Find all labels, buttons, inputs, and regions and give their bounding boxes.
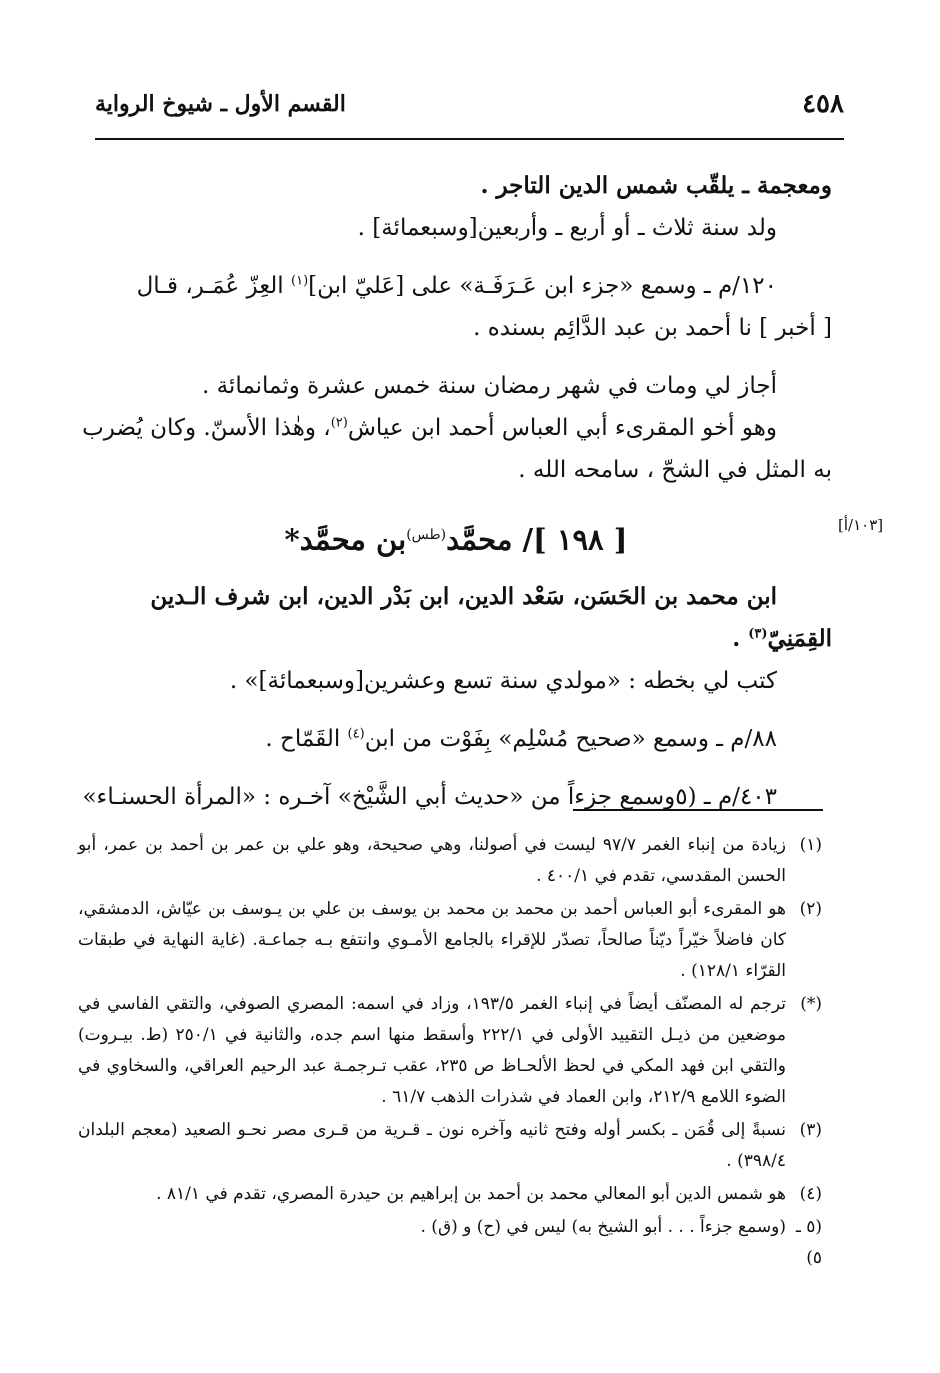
header-rule bbox=[95, 138, 844, 140]
para-120: ١٢٠/م ـ وسمع «جزء ابن عَـرَفَـة» على [عَليّ ابن]$^{(١)}$ العِزّ عُمَـر، قـال bbox=[136, 273, 777, 299]
footnote-text: ترجم له المصنّف أيضاً في إنباء الغمر ١٩٣/٥، وزاد في اسمه: المصري الصوفي، والتقي الفاسي في موضعين من ذيـل التقييد الأولى في ٢٢٢/١ وأسقط منها اسم جده، والثانية في ٢٥٠/١ (ط. بيـروت) والتقي ابن فهد المكي في لحظ الألحـاظ ص ٢٣٥، عقب تـرجمـة عبد الرحيم العراقي، والسخاوي في الضوء اللامع ٢١٢/٩، وابن العماد في شذرات الذهب ٦١/٧ . bbox=[78, 994, 787, 1107]
footnote-mark: (١) bbox=[799, 835, 822, 855]
footnote-4 bbox=[78, 1179, 822, 1210]
footnote-text: زيادة من إنباء الغمر ٩٧/٧ ليست في أصولنا، وهي صحيحة، وهو علي بن عمر بن أحمد بن عمر، أبو الحسن المقدسي، تقدم في ٤٠٠/١ . bbox=[78, 835, 786, 886]
line-title-laqab: ومعجمة ـ يلقّب شمس الدين التاجر . bbox=[480, 172, 832, 199]
margin-folio-note: [١٠٣/أ] bbox=[838, 516, 884, 534]
entry-symbol: (طس) bbox=[406, 527, 447, 543]
line-lineage: ابن محمد بن الحَسَن، سَعْد الدين، ابن بَدْر الدين، ابن شرف الـدين bbox=[150, 582, 777, 610]
line-ijaza: أجاز لي ومات في شهر رمضان سنة خمس عشرة وثمانمائة . bbox=[201, 373, 777, 399]
footnote-ref-3[interactable]: (٣) bbox=[748, 626, 768, 641]
footnote-text: (وسمع جزءاً . . . أبو الشيخ به) ليس في (ح) و (ق) . bbox=[420, 1217, 786, 1237]
line-birth: ولد سنة ثلاث ـ أو أربع ـ وأربعين[وسبعمائة] . bbox=[357, 215, 777, 241]
footnote-star bbox=[78, 989, 822, 1113]
footnote-ref-2[interactable]: (٢) bbox=[330, 415, 348, 431]
footnote-mark: (*) bbox=[800, 994, 822, 1014]
footnote-3 bbox=[78, 1115, 822, 1177]
running-title: القسم الأول ـ شيوخ الرواية bbox=[95, 91, 346, 117]
line-wrote: كتب لي بخطه : «مولدي سنة تسع وعشرين[وسبعمائة]» . bbox=[229, 667, 777, 694]
footnote-5 bbox=[78, 1212, 822, 1274]
footnote-text: هو المقرىء أبو العباس أحمد بن محمد بن محمد بن يوسف بن علي بن يـوسف بن عيّاش، الدمشقي، كان فاضلاً خيّراً ديّناً صالحاً، تصدّر للإقراء بالجامع الأمـوي وانتفع بـه جماعـة. (غاية النهاية في طبقات القرّاء ١٢٨/١) . bbox=[78, 899, 786, 981]
para-120-cont: [ أخبر ] نا أحمد بن عبد الدَّائِم بسنده . bbox=[473, 315, 832, 341]
line-lineage-cont: القِمَنِيّ$^{(٣)}$ . bbox=[732, 624, 832, 652]
footnote-mark: (٤) bbox=[799, 1184, 822, 1204]
page-number: ٤٥٨ bbox=[802, 89, 844, 119]
footnote-ref-1[interactable]: (١) bbox=[291, 273, 309, 289]
page-header bbox=[95, 84, 844, 124]
footnote-mark: (٥ ـ ٥) bbox=[795, 1217, 822, 1268]
footnote-ref-4[interactable]: (٤) bbox=[347, 726, 365, 741]
footnote-text: هو شمس الدين أبو المعالي محمد بن أحمد بن إبراهيم بن حيدرة المصري، تقدم في ٨١/١ . bbox=[156, 1184, 786, 1204]
footnote-2 bbox=[78, 894, 822, 987]
entry-heading: [ ١٩٨ ]/ محمَّد$^{(طس)}$بن محمَّد* bbox=[284, 522, 628, 557]
para-brother-cont: به المثل في الشحّ ، سامحه الله . bbox=[518, 457, 832, 483]
para-brother: وهو أخو المقرىء أبي العباس أحمد ابن عياش$^{(٢)}$، وهٰذا الأسنّ. وكان يُضرب bbox=[82, 415, 777, 441]
para-88: ٨٨/م ـ وسمع «صحيح مُسْلِم» بِفَوْت من ابن$^{(٤)}$ القَمّاح . bbox=[265, 725, 777, 752]
footnote-mark: (٢) bbox=[799, 899, 822, 919]
footnote-1 bbox=[78, 830, 822, 892]
para-403: ٤٠٣/م ـ (٥وسمع جزءاً من «حديث أبي الشَّيْخ» آخـره : «المرأة الحسنـاء» bbox=[82, 783, 777, 810]
footnote-rule bbox=[573, 809, 823, 811]
footnote-mark: (٣) bbox=[799, 1120, 822, 1140]
main-text bbox=[80, 165, 832, 818]
footnotes bbox=[78, 830, 822, 1276]
footnote-text: نسبةً إلى قُمَن ـ بكسر أوله وفتح ثانيه وآخره نون ـ قـرية من قـرى مصر نحـو الصعيد (معجم البلدان ٣٩٨/٤) . bbox=[78, 1120, 786, 1171]
